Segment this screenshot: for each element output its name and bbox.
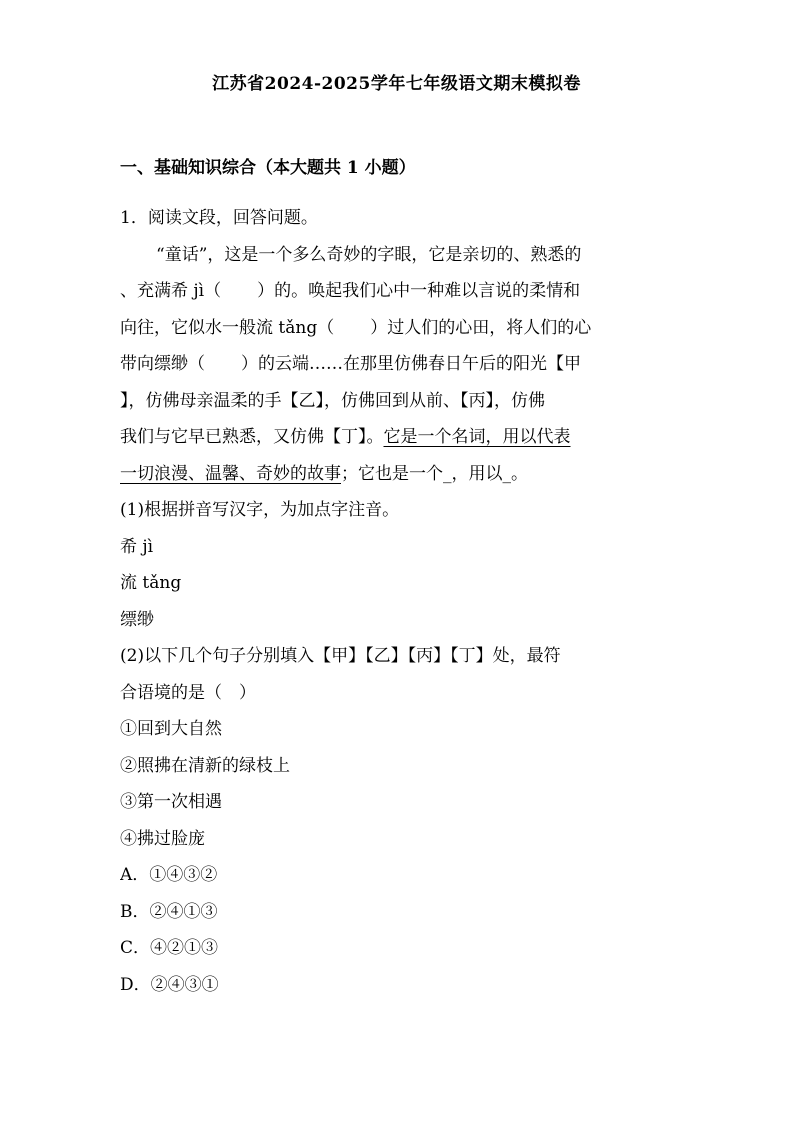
page-title: 江苏省2024-2025学年七年级语文期末模拟卷 (212, 74, 581, 94)
passage-text: 、充满希 jì（ (120, 281, 222, 301)
sentence-item: ①回到大自然 (120, 719, 222, 739)
passage-text: ）的云端……在那里仿佛春日午后的阳光【甲 (241, 354, 581, 374)
pinyin-item: 流 tǎng (120, 573, 182, 593)
sentence-item: ④拂过脸庞 (120, 828, 205, 849)
passage-text: ）的。唤起我们心中一种难以言说的柔情和 (257, 281, 581, 301)
choice-option-b[interactable]: B．②④①③ (120, 901, 218, 922)
passage-line-4 (120, 351, 665, 388)
passage-line-6 (120, 424, 665, 461)
choice-option-c[interactable]: C．④②①③ (120, 938, 219, 958)
passage-text: 我们与它早已熟悉，又仿佛【丁】。 (120, 427, 384, 447)
choice-option-a[interactable]: A．①④③② (120, 865, 218, 885)
underlined-text: 一切浪漫、温馨、奇妙的故事 (120, 463, 341, 484)
pinyin-item: 希 jì (120, 536, 154, 557)
question-stem: 1．阅读文段，回答问题。 (120, 208, 318, 228)
sub-question-2-prompt: (2)以下几个句子分别填入【甲】【乙】【丙】【丁】处，最符 (120, 646, 561, 666)
passage-text: 向往，它似水一般流 tǎng（ (120, 317, 335, 338)
section-heading: 一、基础知识综合（本大题共 1 小题） (120, 158, 416, 178)
passage-line-1: “童话”，这是一个多么奇妙的字眼，它是亲切的、熟悉的 (156, 244, 582, 265)
passage-line-5: 】，仿佛母亲温柔的手【乙】，仿佛回到从前、【丙】，仿佛 (120, 390, 545, 411)
sentence-item: ③第一次相遇 (120, 792, 222, 812)
passage-text: ）过人们的心田，将人们的心 (370, 317, 592, 338)
choice-option-d[interactable]: D．②④③① (120, 974, 219, 995)
question-content (120, 205, 665, 1008)
underlined-text: 它是一个名词，用以代表 (383, 427, 571, 447)
passage-text: ；它也是一个_，用以_。 (341, 463, 528, 484)
sub-question-2-prompt-cont: 合语境的是（ ） (120, 682, 256, 703)
passage-line-7 (120, 461, 665, 498)
pinyin-item: 缥缈 (120, 609, 154, 630)
passage-line-2 (120, 278, 665, 315)
sentence-item: ②照拂在清新的绿枝上 (120, 755, 290, 776)
sub-question-1-prompt: (1)根据拼音写汉字，为加点字注音。 (120, 500, 400, 520)
passage-text: 带向缥缈（ (120, 354, 205, 374)
passage-line-3 (120, 315, 665, 352)
